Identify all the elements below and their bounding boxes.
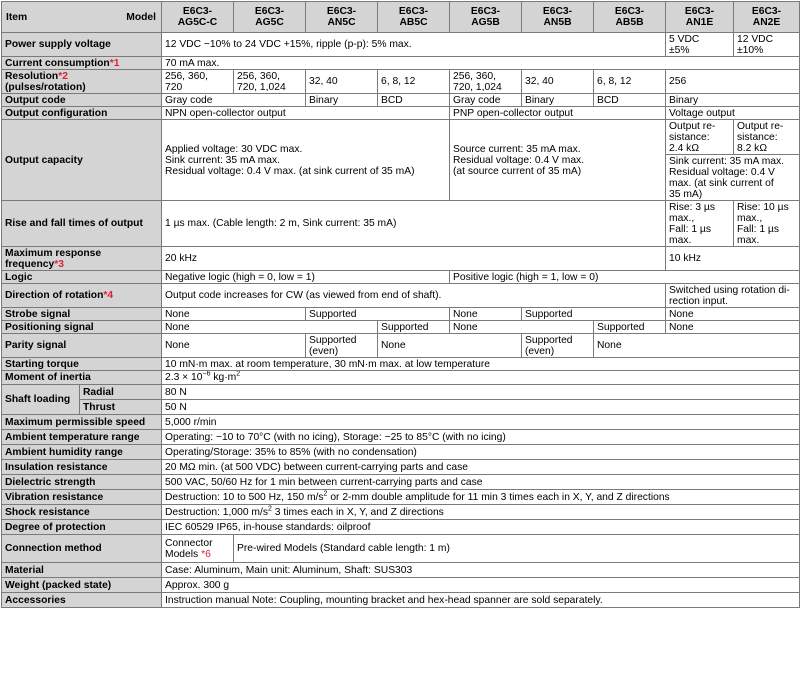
label-insulation: Insulation resistance: [2, 460, 162, 475]
value-shaft-thrust: 50 N: [162, 400, 800, 415]
value-connection-connector: Connector Models *6: [162, 535, 234, 563]
value-response-frequency: 20 kHz: [162, 247, 666, 271]
label-humidity: Ambient humidity range: [2, 445, 162, 460]
value-output-capacity-pnp: Source current: 35 mA max. Residual voltage: 0.4 V max. (at source current of 35 mA): [450, 120, 666, 201]
value-strobe-voltage: None: [666, 308, 800, 321]
label-weight: Weight (packed state): [2, 578, 162, 593]
value-strobe-npn-bin: Supported: [306, 308, 450, 321]
value-direction: Output code increases for CW (as viewed from end of shaft).: [162, 284, 666, 308]
row-dielectric: [2, 475, 800, 490]
value-inertia: $2.3 \times 10^{-6}$ $kg\cdot m^2$: [162, 371, 800, 385]
value-resolution-voltage: 256: [666, 70, 800, 94]
value-direction-voltage: Switched using rotation di- rection input.: [666, 284, 800, 308]
value-humidity: Operating/Storage: 35% to 85% (with no condensation): [162, 445, 800, 460]
value-accessories: Instruction manual Note: Coupling, mounting bracket and hex-head spanner are sold separately.: [162, 593, 800, 608]
label-connection: Connection method: [2, 535, 162, 563]
value-resolution-an5c: 32, 40: [306, 70, 378, 94]
label-direction: Direction of rotation*4: [2, 284, 162, 308]
value-torque: 10 mN·m max. at room temperature, 30 mN·m max. at low temperature: [162, 358, 800, 371]
value-positioning-npn-a: None: [162, 321, 378, 334]
value-protection: IEC 60529 IP65, in-house standards: oilproof: [162, 520, 800, 535]
value-positioning-pnp-bcd: Supported: [594, 321, 666, 334]
row-weight: [2, 578, 800, 593]
label-shaft-loading: Shaft loading: [2, 385, 80, 415]
row-output-capacity: [2, 120, 800, 155]
value-output-config-voltage: Voltage output: [666, 107, 800, 120]
label-logic: Logic: [2, 271, 162, 284]
label-rise-fall: Rise and fall times of output: [2, 201, 162, 247]
value-shock: Destruction: 1,000 $m/s^2$ 3 times each in X, Y, and Z directions: [162, 505, 800, 520]
value-parity-mid: None: [378, 334, 522, 358]
value-connection-prewired: Pre-wired Models (Standard cable length: 1 m): [234, 535, 800, 563]
row-shaft-radial: [2, 385, 800, 400]
value-rise-fall-an2e: Rise: 10 µs max., Fall: 1 µs max.: [734, 201, 800, 247]
value-strobe-pnp-bin: Supported: [522, 308, 666, 321]
value-parity-pnp-bin: Supported (even): [522, 334, 594, 358]
label-positioning: Positioning signal: [2, 321, 162, 334]
row-positioning: [2, 321, 800, 334]
model-header-ab5c: E6C3- AB5C: [378, 2, 450, 33]
header-row: [2, 2, 800, 33]
label-protection: Degree of protection: [2, 520, 162, 535]
row-strobe: [2, 308, 800, 321]
label-speed: Maximum permissible speed: [2, 415, 162, 430]
value-parity-rest: None: [594, 334, 800, 358]
label-dielectric: Dielectric strength: [2, 475, 162, 490]
value-output-capacity-an2e: Output re- sistance: 8.2 kΩ: [734, 120, 800, 155]
model-header-label: Model: [126, 11, 156, 23]
value-output-code-gray-npn: Gray code: [162, 94, 306, 107]
value-current: 70 mA max.: [162, 57, 800, 70]
row-shaft-thrust: [2, 400, 800, 415]
row-connection: [2, 535, 800, 563]
footnote-1: *1: [109, 57, 120, 69]
value-resolution-ag5c: 256, 360, 720, 1,024: [234, 70, 306, 94]
value-output-code-bcd-npn: BCD: [378, 94, 450, 107]
value-output-code-voltage: Binary: [666, 94, 800, 107]
value-weight: Approx. 300 g: [162, 578, 800, 593]
value-output-capacity-an1e: Output re- sistance: 2.4 kΩ: [666, 120, 734, 155]
value-output-capacity-npn: Applied voltage: 30 VDC max. Sink current: 35 mA max. Residual voltage: 0.4 V max. (at sink current of 35 mA): [162, 120, 450, 201]
footnote-4: *4: [103, 290, 114, 301]
row-response-frequency: [2, 247, 800, 271]
value-output-code-binary-npn: Binary: [306, 94, 378, 107]
model-header-an5b: E6C3- AN5B: [522, 2, 594, 33]
item-model-header: [2, 2, 162, 33]
model-header-an2e: E6C3- AN2E: [734, 2, 800, 33]
row-inertia: [2, 371, 800, 385]
label-strobe: Strobe signal: [2, 308, 162, 321]
label-accessories: Accessories: [2, 593, 162, 608]
model-header-ab5b: E6C3- AB5B: [594, 2, 666, 33]
label-current: Current consumption*1: [2, 57, 162, 70]
row-direction: [2, 284, 800, 308]
label-power-supply: Power supply voltage: [2, 33, 162, 57]
label-torque: Starting torque: [2, 358, 162, 371]
label-material: Material: [2, 563, 162, 578]
row-current: [2, 57, 800, 70]
value-output-config-npn: NPN open-collector output: [162, 107, 450, 120]
value-positioning-voltage: None: [666, 321, 800, 334]
label-output-config: Output configuration: [2, 107, 162, 120]
value-temperature: Operating: −10 to 70°C (with no icing), Storage: −25 to 85°C (with no icing): [162, 430, 800, 445]
row-material: [2, 563, 800, 578]
row-insulation: [2, 460, 800, 475]
footnote-6: *6: [201, 548, 211, 560]
model-header-an5c: E6C3- AN5C: [306, 2, 378, 33]
label-output-code: Output code: [2, 94, 162, 107]
row-logic: [2, 271, 800, 284]
label-temperature: Ambient temperature range: [2, 430, 162, 445]
value-resolution-ab5b: 6, 8, 12: [594, 70, 666, 94]
value-output-code-bcd-pnp: BCD: [594, 94, 666, 107]
value-vibration: Destruction: 10 to 500 Hz, 150 $m/s^2$ or 2-mm double amplitude for 11 min 3 times each in X, Y, and Z directions: [162, 490, 800, 505]
model-header-an1e: E6C3- AN1E: [666, 2, 734, 33]
row-resolution: [2, 70, 800, 94]
value-resolution-ag5c-c: 256, 360, 720: [162, 70, 234, 94]
value-resolution-ab5c: 6, 8, 12: [378, 70, 450, 94]
row-protection: [2, 520, 800, 535]
value-response-frequency-voltage: 10 kHz: [666, 247, 800, 271]
value-rise-fall-an1e: Rise: 3 µs max., Fall: 1 µs max.: [666, 201, 734, 247]
value-power-supply-an2e: 12 VDC ±10%: [734, 33, 800, 57]
label-parity: Parity signal: [2, 334, 162, 358]
row-humidity: [2, 445, 800, 460]
value-speed: 5,000 r/min: [162, 415, 800, 430]
value-strobe-pnp-gray: None: [450, 308, 522, 321]
model-header-ag5c: E6C3- AG5C: [234, 2, 306, 33]
row-rise-fall: [2, 201, 800, 247]
footnote-2: *2: [58, 70, 68, 82]
label-shaft-thrust: Thrust: [80, 400, 162, 415]
model-header-ag5b: E6C3- AG5B: [450, 2, 522, 33]
value-resolution-an5b: 32, 40: [522, 70, 594, 94]
row-accessories: [2, 593, 800, 608]
label-resolution: Resolution*2 (pulses/rotation): [2, 70, 162, 94]
value-dielectric: 500 VAC, 50/60 Hz for 1 min between current-carrying parts and case: [162, 475, 800, 490]
row-speed: [2, 415, 800, 430]
value-positioning-npn-bcd: Supported: [378, 321, 450, 334]
value-power-supply-an1e: 5 VDC ±5%: [666, 33, 734, 57]
footnote-3: *3: [54, 258, 64, 270]
value-strobe-npn-gray: None: [162, 308, 306, 321]
row-torque: [2, 358, 800, 371]
row-output-code: [2, 94, 800, 107]
row-temperature: [2, 430, 800, 445]
value-material: Case: Aluminum, Main unit: Aluminum, Shaft: SUS303: [162, 563, 800, 578]
value-logic-positive: Positive logic (high = 1, low = 0): [450, 271, 800, 284]
row-power-supply: [2, 33, 800, 57]
value-rise-fall: 1 µs max. (Cable length: 2 m, Sink current: 35 mA): [162, 201, 666, 247]
label-response-frequency: Maximum response frequency*3: [2, 247, 162, 271]
value-positioning-pnp-a: None: [450, 321, 594, 334]
value-output-code-gray-pnp: Gray code: [450, 94, 522, 107]
value-logic-negative: Negative logic (high = 0, low = 1): [162, 271, 450, 284]
value-parity-npn-bin: Supported (even): [306, 334, 378, 358]
value-insulation: 20 MΩ min. (at 500 VDC) between current-carrying parts and case: [162, 460, 800, 475]
specifications-table: [1, 1, 800, 608]
value-power-supply: 12 VDC −10% to 24 VDC +15%, ripple (p-p): 5% max.: [162, 33, 666, 57]
value-resolution-ag5b: 256, 360, 720, 1,024: [450, 70, 522, 94]
value-shaft-radial: 80 N: [162, 385, 800, 400]
value-output-code-binary-pnp: Binary: [522, 94, 594, 107]
row-vibration: [2, 490, 800, 505]
row-parity: [2, 334, 800, 358]
label-inertia: Moment of inertia: [2, 371, 162, 385]
label-output-capacity: Output capacity: [2, 120, 162, 201]
label-shaft-radial: Radial: [80, 385, 162, 400]
label-shock: Shock resistance: [2, 505, 162, 520]
label-vibration: Vibration resistance: [2, 490, 162, 505]
value-output-config-pnp: PNP open-collector output: [450, 107, 666, 120]
value-output-capacity-voltage-sink: Sink current: 35 mA max. Residual voltage: 0.4 V max. (at sink current of 35 mA): [666, 155, 800, 201]
row-shock: [2, 505, 800, 520]
row-output-config: [2, 107, 800, 120]
item-header-label: Item: [6, 11, 28, 23]
model-header-ag5c-c: E6C3- AG5C-C: [162, 2, 234, 33]
value-parity-npn-gray: None: [162, 334, 306, 358]
